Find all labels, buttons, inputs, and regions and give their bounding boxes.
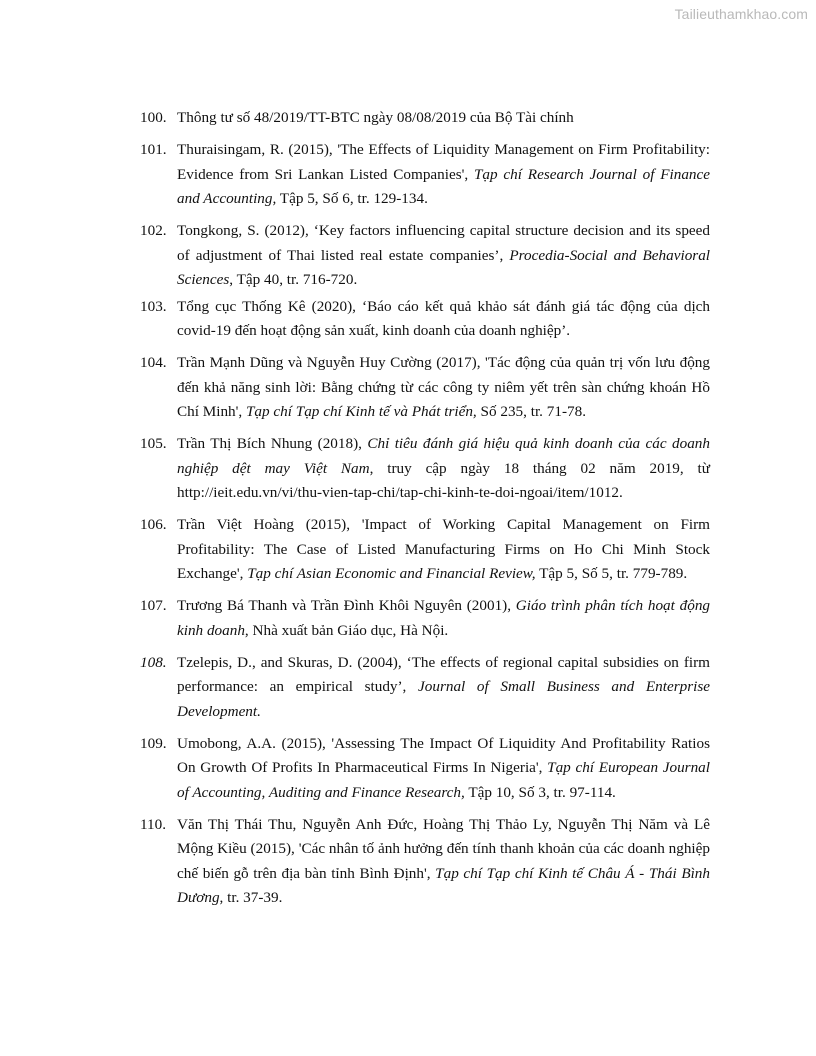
reference-item [140,732,710,806]
reference-text: Trần Việt Hoàng (2015), 'Impact of Working Capital Management on Firm Profitability: The Case of Listed Manufacturing Firms on Ho Chi Minh Stock Exchange', Tạp chí Asian Economic and Financial Review, Tập 5, Số 5, tr. 779-789. [177,516,710,582]
reference-number: 106. [140,516,167,533]
reference-text: Tổng cục Thống Kê (2020), ‘Báo cáo kết quả khảo sát đánh giá tác động của dịch covid-19 đến hoạt động sản xuất, kinh doanh của doanh nghiệp’. [177,297,710,339]
reference-text: Tongkong, S. (2012), ‘Key factors influencing capital structure decision and its speed of adjustment of Thai listed real estate companies’, Procedia-Social and Behavioral Sciences, Tập 40, tr. 716-720. [177,222,711,288]
reference-text: Trần Mạnh Dũng và Nguyễn Huy Cường (2017), 'Tác động của quản trị vốn lưu động đến khả năng sinh lời: Bằng chứng từ các công ty niêm yết trên sàn chứng khoán Hồ Chí Minh', Tạp chí Tạp chí Kinh tế và Phát triển, Số 235, tr. 71-78. [177,354,710,420]
reference-item [140,594,710,643]
reference-list [140,106,710,911]
reference-item [140,432,710,506]
reference-number: 103. [140,297,167,315]
reference-number: 105. [140,435,167,452]
reference-number: 108. [140,653,167,671]
reference-text: Umobong, A.A. (2015), 'Assessing The Impact Of Liquidity And Profitability Ratios On Growth Of Profits In Pharmaceutical Firms In Nigeria', Tạp chí European Journal of Accounting, Auditing and Finance Research, Tập 10, Số 3, tr. 97-114. [177,734,710,801]
reference-number: 102. [140,222,167,239]
reference-text: Trần Thị Bích Nhung (2018), Chỉ tiêu đánh giá hiệu quả kinh doanh của các doanh nghiệp dệt may Việt Nam, truy cập ngày 18 tháng 02 năm 2019, từ http://ieit.edu.vn/vi/thu-vien-tap-chi/tap-chi-kinh-te-doi-ngoai/item/1012. [177,435,710,501]
reference-item [140,651,710,725]
reference-number: 107. [140,597,167,614]
reference-text: Tzelepis, D., and Skuras, D. (2004), ‘The effects of regional capital subsidies on firm performance: an empirical study’, Journal of Small Business and Enterprise Development. [177,653,710,720]
reference-item [140,295,710,344]
reference-item [140,513,710,587]
reference-text: Trương Bá Thanh và Trần Đình Khôi Nguyên (2001), Giáo trình phân tích hoạt động kinh doanh, Nhà xuất bản Giáo dục, Hà Nội. [177,597,711,639]
watermark-text: Tailieuthamkhao.com [674,6,808,22]
reference-number: 101. [140,141,167,158]
reference-number: 104. [140,354,167,371]
reference-item [140,351,710,425]
reference-text: Văn Thị Thái Thu, Nguyễn Anh Đức, Hoàng Thị Thảo Ly, Nguyễn Thị Năm và Lê Mộng Kiều (2015), 'Các nhân tố ảnh hưởng đến tính thanh khoản của các doanh nghiệp chế biến gỗ trên địa bàn tỉnh Bình Định', Tạp chí Tạp chí Kinh tế Châu Á - Thái Bình Dương, tr. 37-39. [177,815,710,906]
reference-item [140,219,710,293]
reference-number: 110. [140,815,167,833]
reference-item [140,813,710,911]
reference-text: Thông tư số 48/2019/TT-BTC ngày 08/08/2019 của Bộ Tài chính [177,109,574,126]
reference-item [140,138,710,212]
reference-text: Thuraisingam, R. (2015), 'The Effects of Liquidity Management on Firm Profitability: Evidence from Sri Lankan Listed Companies', Tạp chí Research Journal of Finance and Accounting, Tập 5, Số 6, tr. 129-134. [177,141,710,207]
reference-number: 100. [140,109,167,126]
reference-number: 109. [140,734,167,752]
reference-item [140,106,710,131]
